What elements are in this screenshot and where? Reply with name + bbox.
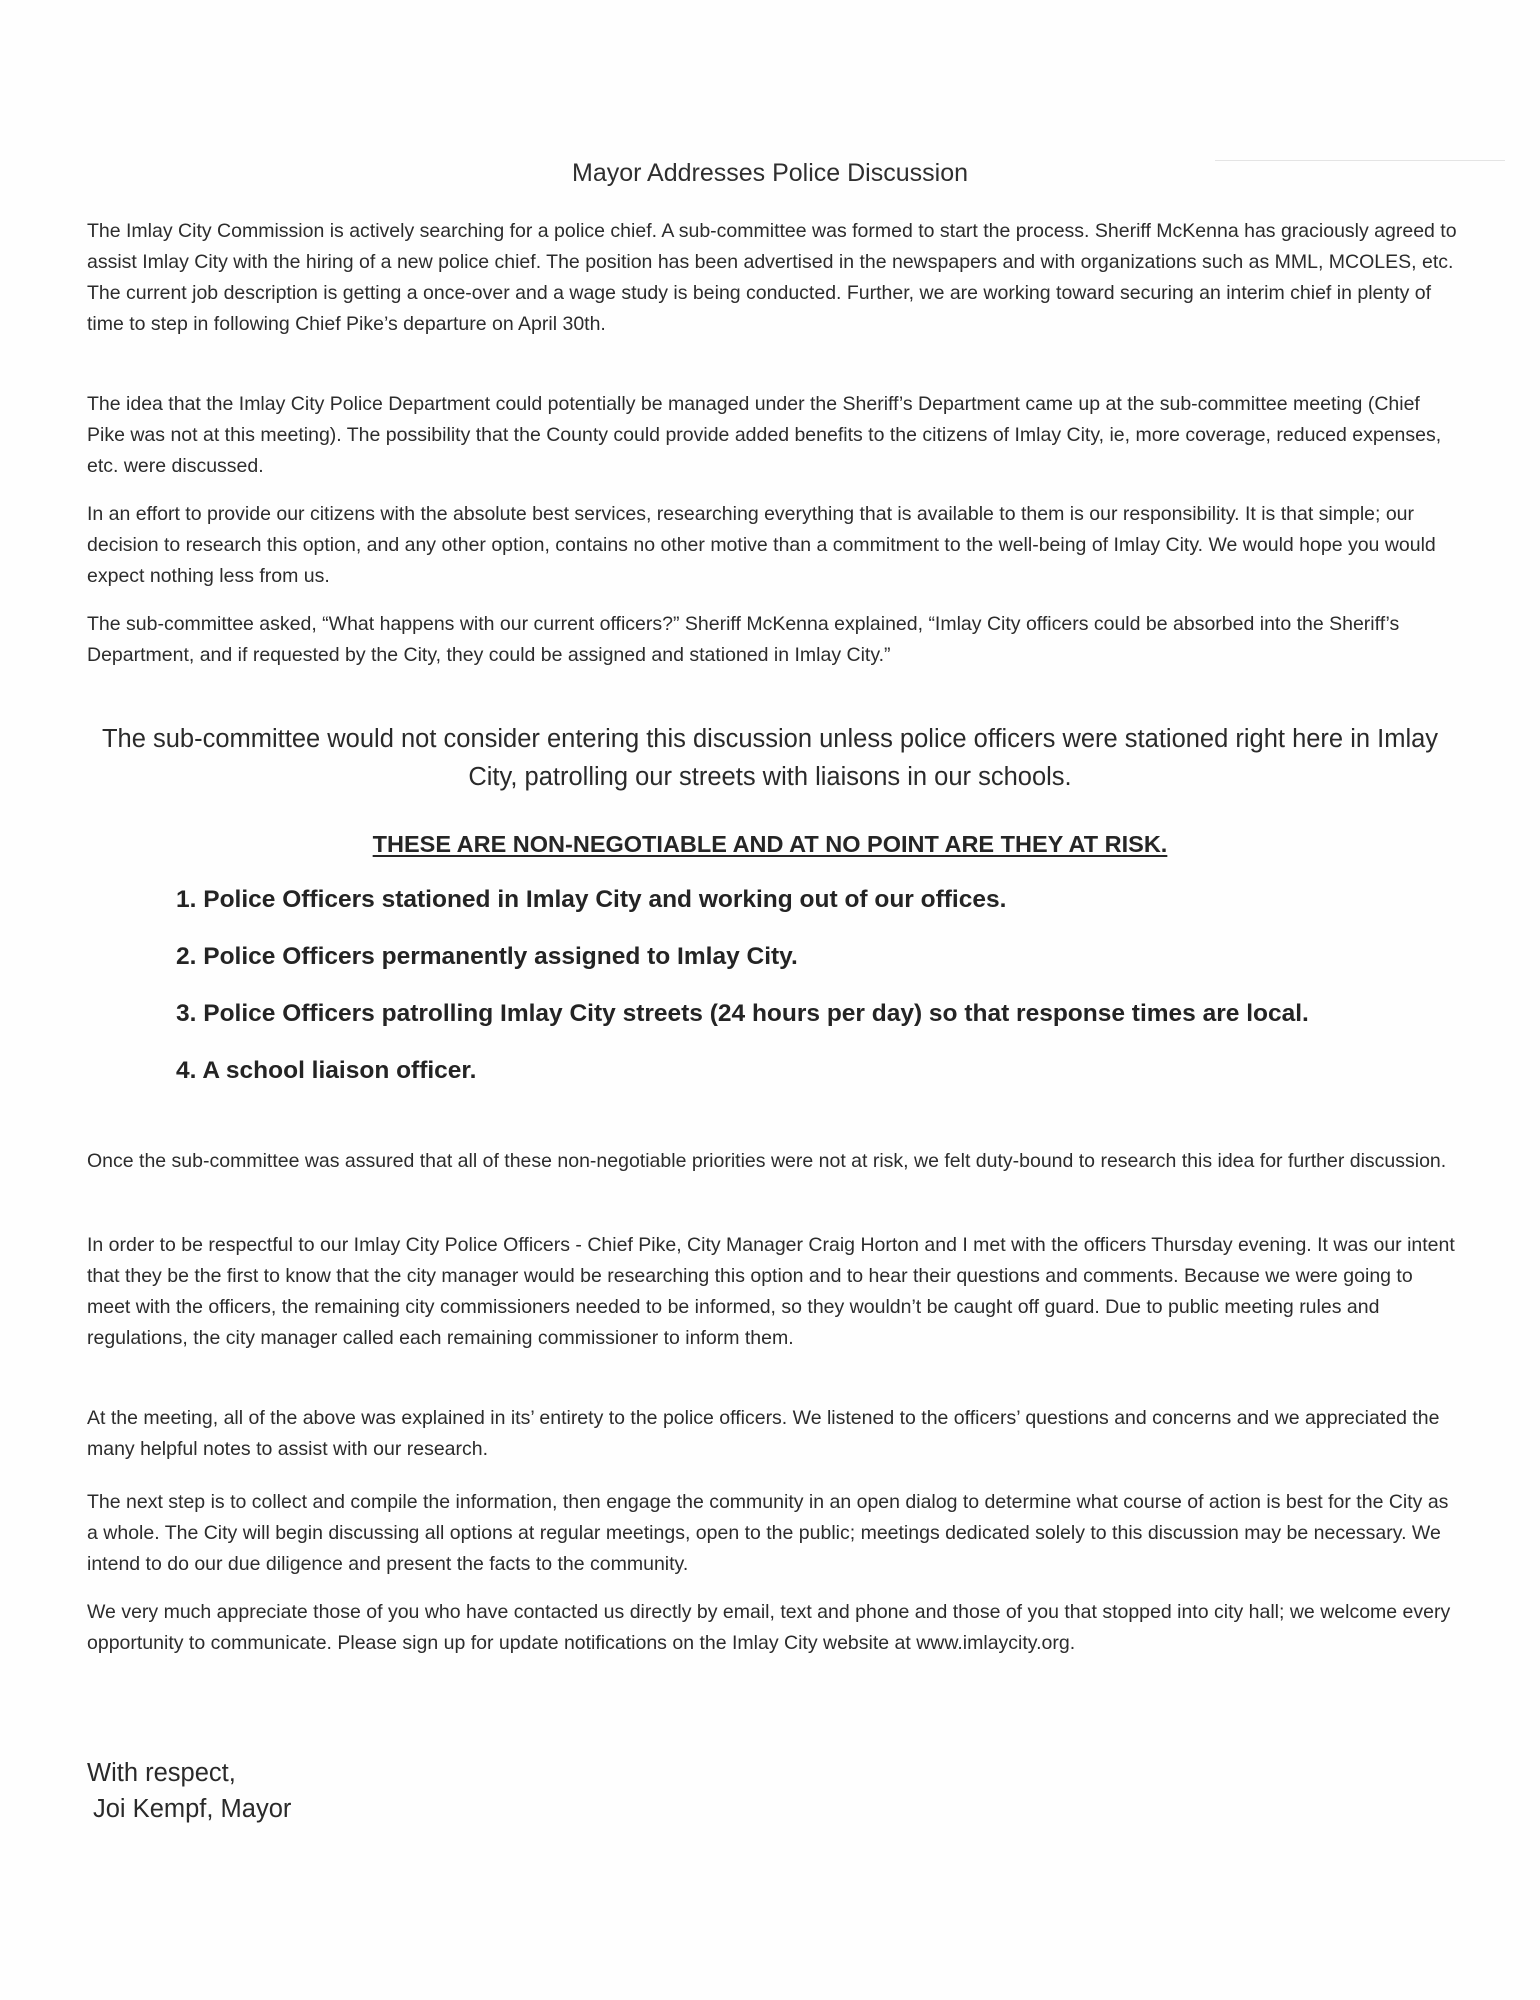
paragraph-meeting-explained: At the meeting, all of the above was explained in its’ entirety to the police officers. We listened to the officers’ questions and concerns and we appreciated the many helpful notes to assist with our research. xyxy=(87,1407,1440,1460)
condition-statement: The sub-committee would not consider entering this discussion unless police officers were stationed right here in Imlay City, patrolling our streets with liaisons in our schools. xyxy=(101,725,1439,791)
signoff-block xyxy=(87,1755,291,1827)
paragraph-next-step: The next step is to collect and compile the information, then engage the community in an open dialog to determine what course of action is best for the City as a whole. The City will begin discussing all options at regular meetings, open to the public; meetings dedicated solely to this discussion may be necessary. We intend to do our due diligence and present the facts to the community. xyxy=(87,1491,1449,1575)
paragraph-responsibility: In an effort to provide our citizens with the absolute best services, researching everything that is available to them is our responsibility. It is that simple; our decision to research this option, and any other option, contains no other motive than a commitment to the well-being of Imlay City. We would hope you would expect nothing less from us. xyxy=(87,503,1436,587)
paragraph-current-officers: The sub-committee asked, “What happens with our current officers?” Sheriff McKenna explained, “Imlay City officers could be absorbed into the Sheriff’s Department, and if requested by the City, they could be assigned and stationed in Imlay City.” xyxy=(87,613,1400,666)
priority-item: 1. Police Officers stationed in Imlay City and working out of our offices. xyxy=(176,886,1007,913)
document-title: Mayor Addresses Police Discussion xyxy=(572,159,968,187)
priority-item: 4. A school liaison officer. xyxy=(176,1057,477,1084)
closing-salutation: With respect, xyxy=(87,1759,236,1787)
paragraph-search-for-chief: The Imlay City Commission is actively searching for a police chief. A sub-committee was formed to start the process. Sheriff McKenna has graciously agreed to assist Imlay City with the hiring of a new police chief. The position has been advertised in the newspapers and with organizations such as MML, MCOLES, etc. The current job description is getting a once-over and a wage study is being conducted. Further, we are working toward securing an interim chief in plenty of time to step in following Chief Pike’s departure on April 30th. xyxy=(87,220,1457,335)
paragraph-sheriff-idea: The idea that the Imlay City Police Department could potentially be managed under the Sheriff’s Department came up at the sub-committee meeting (Chief Pike was not at this meeting). The possibility that the County could provide added benefits to the citizens of Imlay City, ie, more coverage, reduced expenses, etc. were discussed. xyxy=(87,393,1442,477)
paragraph-duty-bound: Once the sub-committee was assured that all of these non-negotiable priorities were not at risk, we felt duty-bound to research this idea for further discussion. xyxy=(87,1150,1447,1172)
paragraph-officer-meeting: In order to be respectful to our Imlay City Police Officers - Chief Pike, City Manager Craig Horton and I met with the officers Thursday evening. It was our intent that they be the first to know that the city manager would be researching this option and to hear their questions and comments. Because we were going to meet with the officers, the remaining city commissioners needed to be informed, so they wouldn’t be caught off guard. Due to public meeting rules and regulations, the city manager called each remaining commissioner to inform them. xyxy=(87,1234,1455,1349)
nonnegotiable-heading: THESE ARE NON-NEGOTIABLE AND AT NO POINT ARE THEY AT RISK. xyxy=(372,831,1168,857)
priority-item: 2. Police Officers permanently assigned to Imlay City. xyxy=(176,943,798,970)
paragraph-appreciation: We very much appreciate those of you who have contacted us directly by email, text and phone and those of you that stopped into city hall; we welcome every opportunity to communicate. Please sign up for update notifications on the Imlay City website at www.imlaycity.org. xyxy=(87,1601,1451,1654)
priority-list xyxy=(176,883,1476,1111)
priority-item: 3. Police Officers patrolling Imlay City streets (24 hours per day) so that response times are local. xyxy=(176,1000,1309,1027)
signature-name: Joi Kempf, Mayor xyxy=(93,1795,292,1823)
